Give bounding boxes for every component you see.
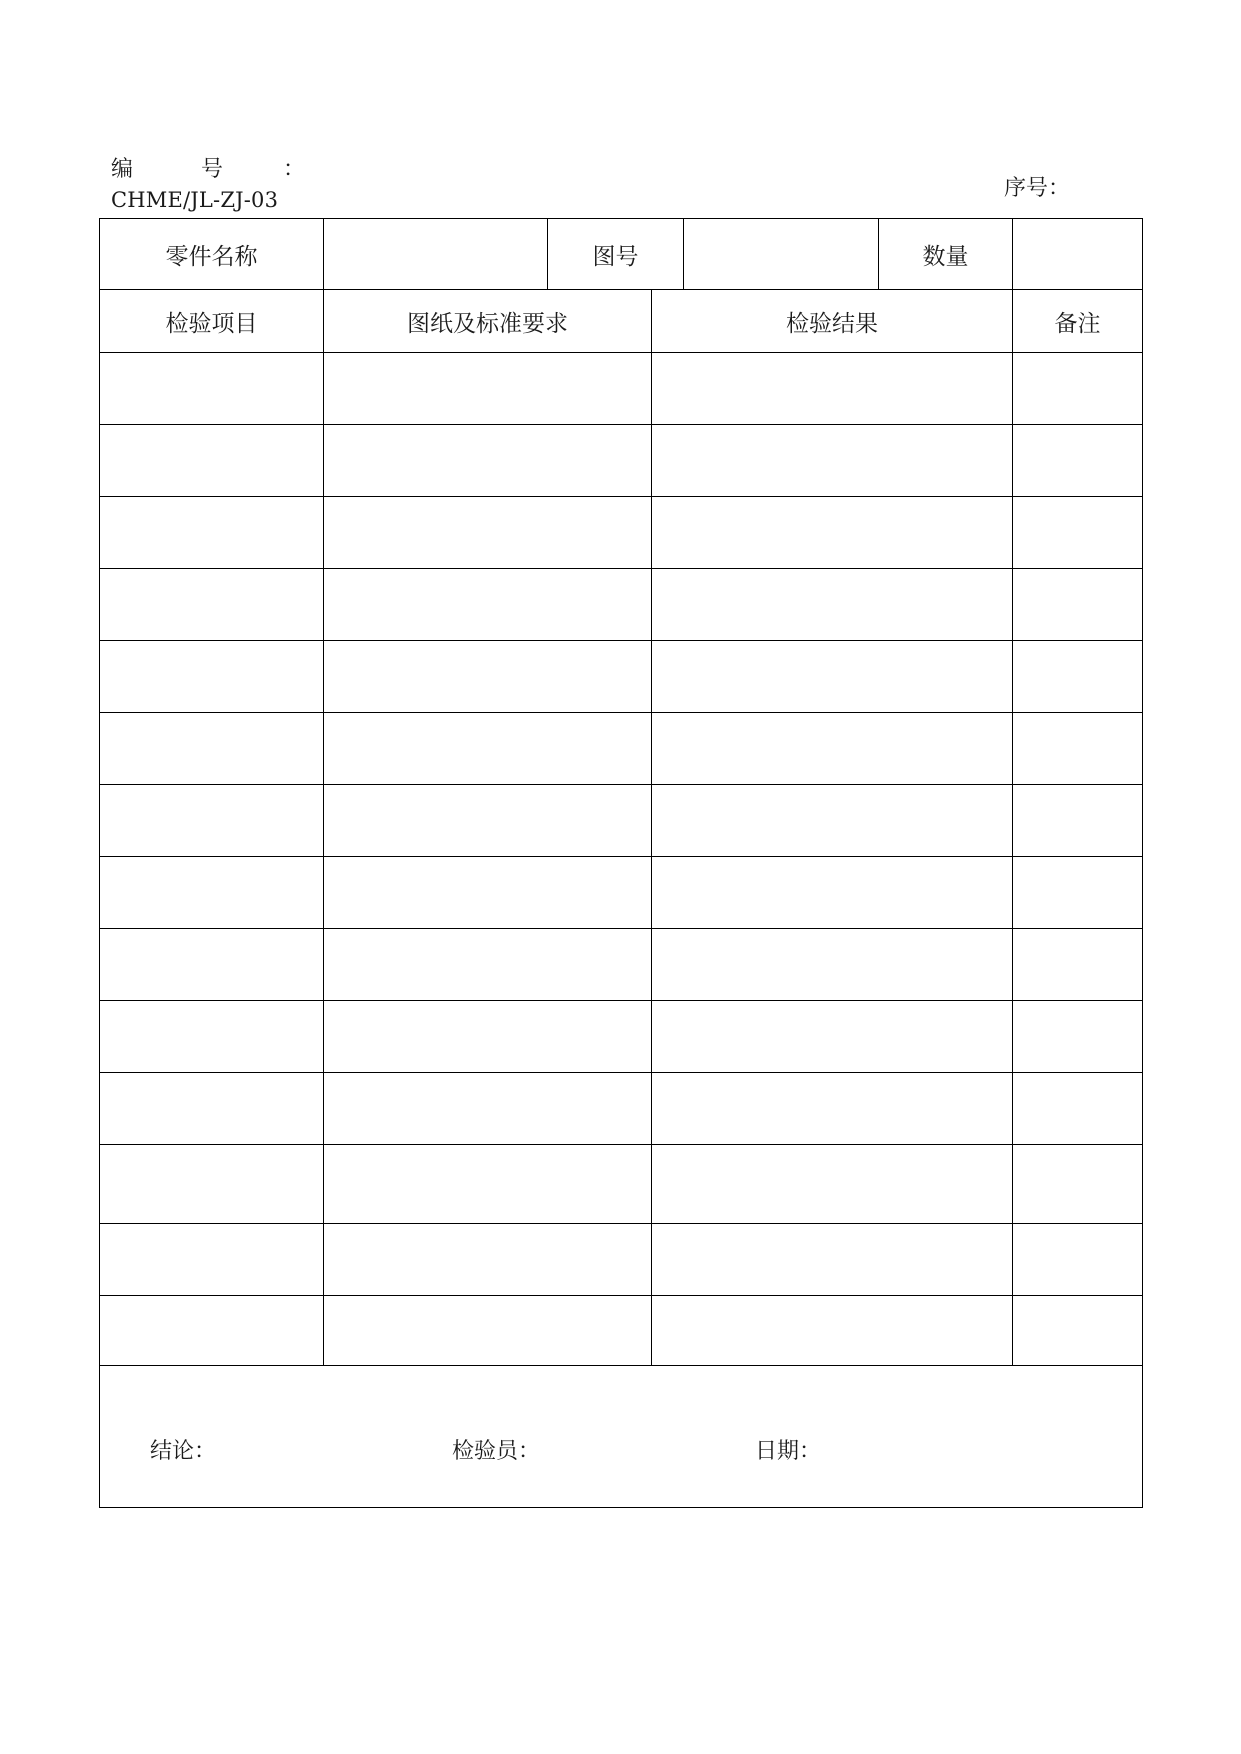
inspection-result-cell[interactable] [652, 1001, 1013, 1073]
table-row [100, 641, 1143, 713]
inspection-result-cell[interactable] [652, 1145, 1013, 1224]
quantity-label: 数量 [879, 219, 1013, 290]
drawing-standard-cell[interactable] [324, 1296, 652, 1366]
inspection-item-cell[interactable] [100, 425, 324, 497]
doc-code-char-3: ： [283, 157, 306, 182]
inspection-result-cell[interactable] [652, 1296, 1013, 1366]
inspection-result-cell[interactable] [652, 353, 1013, 425]
inspection-result-cell[interactable] [652, 1073, 1013, 1145]
col-header-inspection-item: 检验项目 [100, 290, 324, 353]
drawing-standard-cell[interactable] [324, 1145, 652, 1224]
inspection-item-cell[interactable] [100, 713, 324, 785]
quantity-field[interactable] [1013, 219, 1143, 290]
remarks-cell[interactable] [1013, 857, 1143, 929]
remarks-cell[interactable] [1013, 1224, 1143, 1296]
col-header-drawing-standard: 图纸及标准要求 [324, 290, 652, 353]
drawing-standard-cell[interactable] [324, 857, 652, 929]
inspection-item-cell[interactable] [100, 785, 324, 857]
inspection-result-cell[interactable] [652, 569, 1013, 641]
inspection-result-cell[interactable] [652, 425, 1013, 497]
inspection-item-cell[interactable] [100, 497, 324, 569]
table-row [100, 569, 1143, 641]
doc-code-char-1: 编 [111, 157, 134, 182]
remarks-cell[interactable] [1013, 929, 1143, 1001]
table-row [100, 1224, 1143, 1296]
drawing-standard-cell[interactable] [324, 569, 652, 641]
footer-row [100, 1366, 1143, 1508]
remarks-cell[interactable] [1013, 1145, 1143, 1224]
inspection-result-cell[interactable] [652, 929, 1013, 1001]
table-row [100, 857, 1143, 929]
drawing-no-label: 图号 [548, 219, 684, 290]
drawing-no-field[interactable] [684, 219, 879, 290]
drawing-standard-cell[interactable] [324, 1001, 652, 1073]
inspector-label: 检验员： [452, 1439, 541, 1464]
doc-code-char-2: 号 [201, 157, 224, 182]
table-row [100, 929, 1143, 1001]
doc-code-label [111, 152, 306, 182]
drawing-standard-cell[interactable] [324, 713, 652, 785]
table-row [100, 1145, 1143, 1224]
inspection-item-cell[interactable] [100, 929, 324, 1001]
inspection-item-cell[interactable] [100, 641, 324, 713]
column-header-row [100, 290, 1143, 353]
remarks-cell[interactable] [1013, 497, 1143, 569]
date-label: 日期： [755, 1439, 822, 1464]
drawing-standard-cell[interactable] [324, 425, 652, 497]
drawing-standard-cell[interactable] [324, 1073, 652, 1145]
inspection-result-cell[interactable] [652, 497, 1013, 569]
inspection-result-cell[interactable] [652, 713, 1013, 785]
col-header-inspection-result: 检验结果 [652, 290, 1013, 353]
remarks-cell[interactable] [1013, 713, 1143, 785]
remarks-cell[interactable] [1013, 1296, 1143, 1366]
inspection-result-cell[interactable] [652, 1224, 1013, 1296]
part-info-row [100, 219, 1143, 290]
drawing-standard-cell[interactable] [324, 785, 652, 857]
drawing-standard-cell[interactable] [324, 497, 652, 569]
part-name-label: 零件名称 [100, 219, 324, 290]
table-row [100, 713, 1143, 785]
table-row [100, 1296, 1143, 1366]
table-row [100, 785, 1143, 857]
table-row [100, 425, 1143, 497]
col-header-remarks: 备注 [1013, 290, 1143, 353]
inspection-result-cell[interactable] [652, 641, 1013, 713]
drawing-standard-cell[interactable] [324, 353, 652, 425]
inspection-item-cell[interactable] [100, 569, 324, 641]
inspection-form-table [99, 218, 1143, 1508]
inspection-item-cell[interactable] [100, 1073, 324, 1145]
inspection-item-cell[interactable] [100, 1224, 324, 1296]
footer-cell [100, 1366, 1143, 1508]
table-row [100, 1073, 1143, 1145]
conclusion-label: 结论： [150, 1439, 217, 1464]
drawing-standard-cell[interactable] [324, 929, 652, 1001]
inspection-item-cell[interactable] [100, 1001, 324, 1073]
inspection-item-cell[interactable] [100, 1145, 324, 1224]
remarks-cell[interactable] [1013, 1073, 1143, 1145]
doc-code-value: CHME/JL-ZJ-03 [111, 188, 279, 212]
part-name-field[interactable] [324, 219, 548, 290]
remarks-cell[interactable] [1013, 1001, 1143, 1073]
remarks-cell[interactable] [1013, 641, 1143, 713]
inspection-result-cell[interactable] [652, 857, 1013, 929]
remarks-cell[interactable] [1013, 425, 1143, 497]
inspection-result-cell[interactable] [652, 785, 1013, 857]
drawing-standard-cell[interactable] [324, 641, 652, 713]
table-row [100, 497, 1143, 569]
inspection-item-cell[interactable] [100, 353, 324, 425]
serial-label: 序号： [1004, 176, 1071, 201]
inspection-item-cell[interactable] [100, 857, 324, 929]
table-row [100, 1001, 1143, 1073]
remarks-cell[interactable] [1013, 785, 1143, 857]
remarks-cell[interactable] [1013, 353, 1143, 425]
table-row [100, 353, 1143, 425]
drawing-standard-cell[interactable] [324, 1224, 652, 1296]
inspection-item-cell[interactable] [100, 1296, 324, 1366]
remarks-cell[interactable] [1013, 569, 1143, 641]
